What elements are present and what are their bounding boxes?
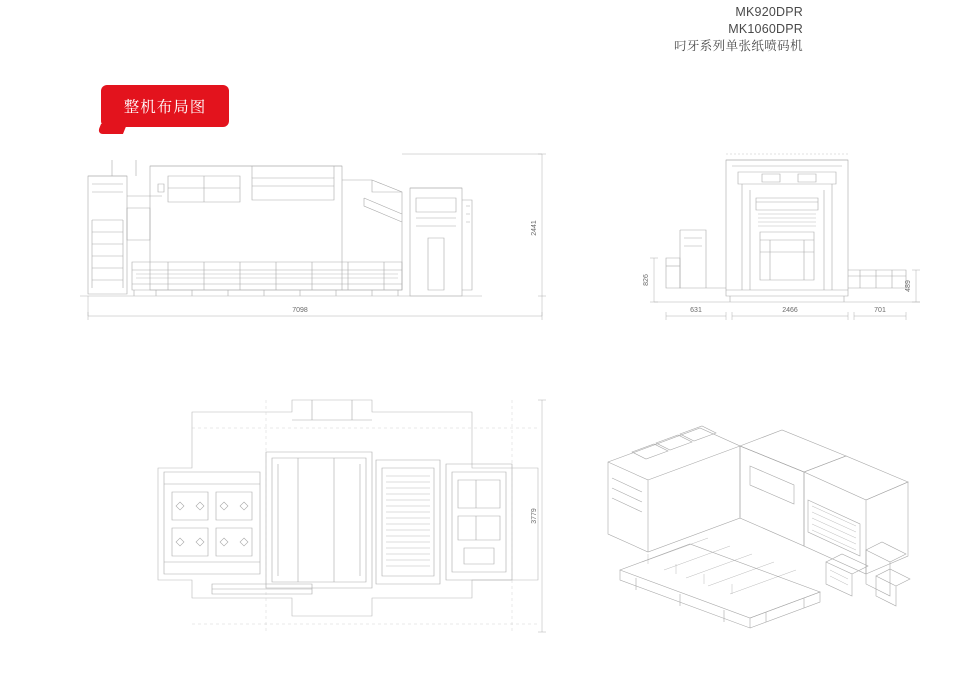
side-left-height-dimension: 826 [643,274,650,286]
section-title-tag [101,85,229,127]
front-elevation-drawing [72,140,582,330]
side-elevation-view [610,140,940,330]
model-name-2: MK1060DPR [728,22,803,36]
isometric-drawing [590,400,930,640]
side-right-dimension: 701 [874,307,886,314]
top-plan-view [72,388,582,648]
side-center-dimension: 2466 [782,307,798,314]
model-subtitle: 叼牙系列单张纸喷码机 [673,39,803,53]
top-plan-drawing [72,388,582,648]
front-height-dimension: 2441 [531,220,538,236]
front-elevation-view [72,140,582,330]
side-elevation-drawing [610,140,940,330]
section-title-label: 整机布局图 [123,99,207,116]
isometric-view [590,400,930,640]
side-left-dimension: 631 [690,307,702,314]
model-name-1: MK920DPR [735,5,803,19]
top-depth-dimension: 3779 [531,508,538,524]
model-label-block [674,4,803,55]
front-width-dimension: 7098 [292,307,308,314]
side-right-height-dimension: 489 [905,280,912,292]
